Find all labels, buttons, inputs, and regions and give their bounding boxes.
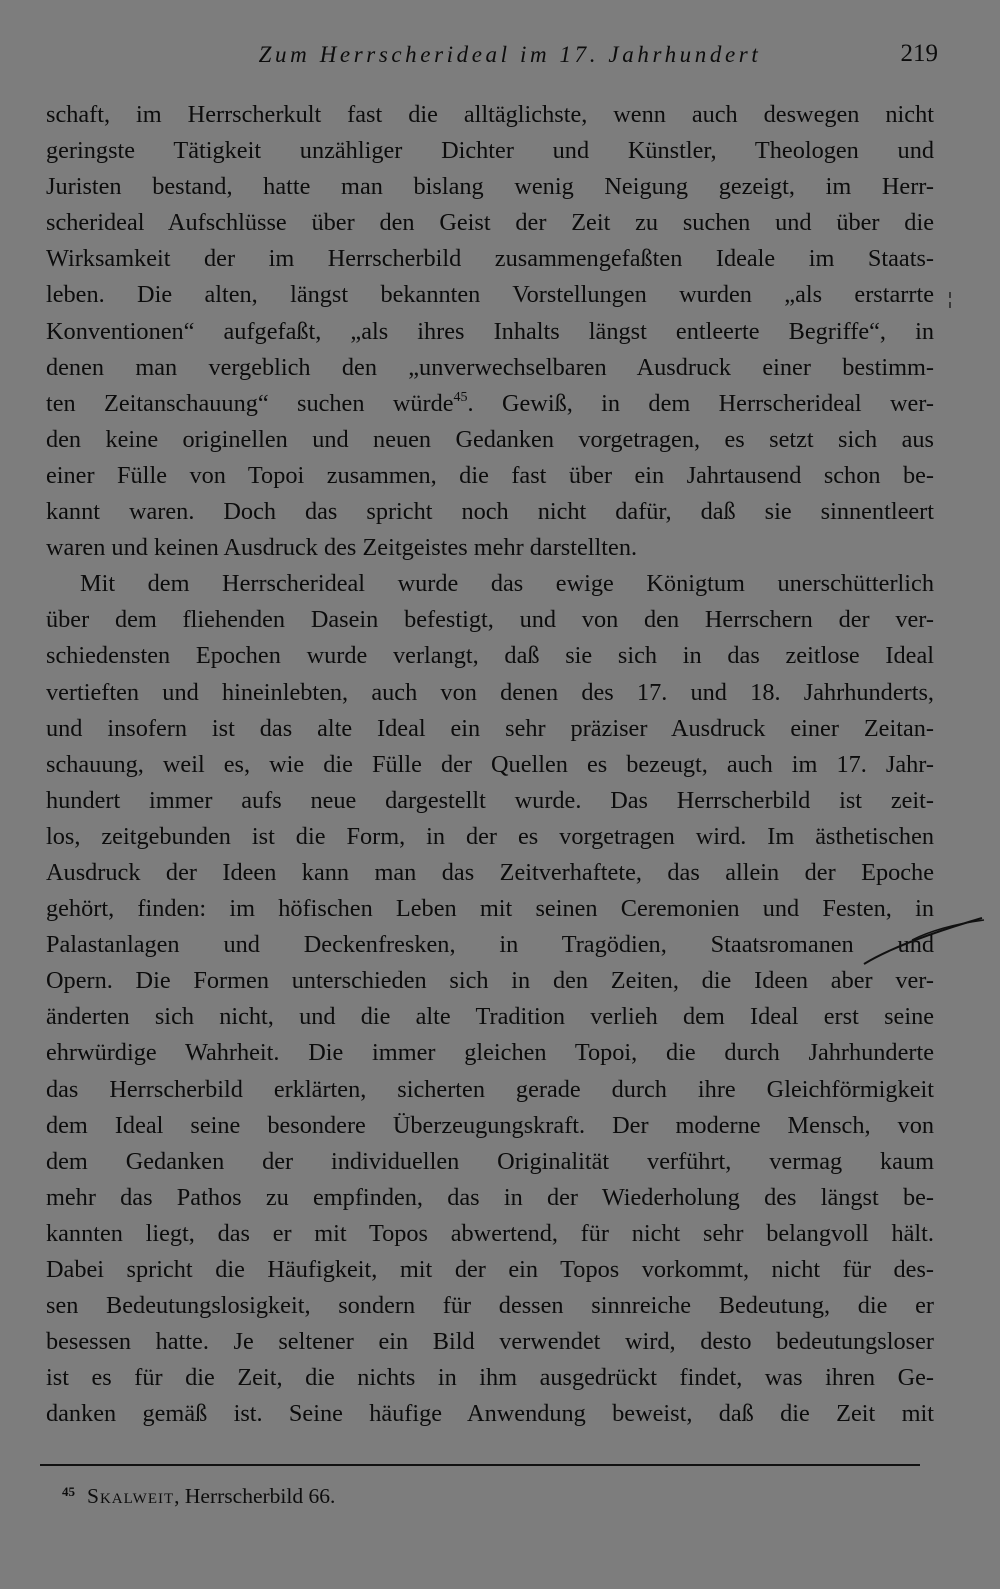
text-line: besessen hatte. Je seltener ein Bild verwendet wird, desto bedeutungsloser: [46, 1328, 934, 1356]
text-line: Dabei spricht die Häufigkeit, mit der ein Topos vorkommt, nicht für des-: [46, 1256, 934, 1283]
paragraph-start-line: Mit dem Herrscherideal wurde das ewige Königtum unerschütterlich: [80, 570, 934, 598]
text-line: danken gemäß ist. Seine häufige Anwendung beweist, daß die Zeit mit: [46, 1400, 934, 1428]
text-line: einer Fülle von Topoi zusammen, die fast über ein Jahrtausend schon be-: [46, 461, 934, 489]
text-line: vertieften und hineinlebten, auch von denen des 17. und 18. Jahrhunderts,: [46, 678, 934, 706]
text-line: Palastanlagen und Deckenfresken, in Tragödien, Staatsromanen und: [46, 931, 934, 959]
text-line: kannten liegt, das er mit Topos abwertend, für nicht sehr belangvoll hält.: [46, 1219, 934, 1247]
text-line: mehr das Pathos zu empfinden, das in der Wiederholung des längst be-: [46, 1183, 934, 1211]
text-line: Ausdruck der Ideen kann man das Zeitverhaftete, das allein der Epoche: [46, 858, 934, 886]
text-line: schauung, weil es, wie die Fülle der Quellen es bezeugt, auch im 17. Jahr-: [46, 750, 934, 778]
handwritten-pen-stroke: [860, 914, 990, 974]
text-line: dem Gedanken der individuellen Originalität verführt, vermag kaum: [46, 1147, 934, 1175]
text-line: Konventionen“ aufgefaßt, „als ihres Inhalts längst entleerte Begriffe“, in: [46, 317, 934, 345]
body-text: [46, 97, 934, 1432]
footnote-reference: 45: [453, 389, 468, 405]
text-line: kannt waren. Doch das spricht noch nicht dafür, daß sie sinnentleert: [46, 498, 934, 526]
text-line: das Herrscherbild erklärten, sicherten gerade durch ihre Gleichförmigkeit: [46, 1075, 934, 1103]
page-number: 219: [900, 40, 938, 67]
text-line: und insofern ist das alte Ideal ein sehr präziser Ausdruck einer Zeitan-: [46, 714, 934, 742]
footnote-author: Skalweit: [87, 1484, 175, 1508]
text-line: sen Bedeutungslosigkeit, sondern für dessen sinnreiche Bedeutung, die er: [46, 1292, 934, 1320]
text-line: denen man vergeblich den „unverwechselbaren Ausdruck einer bestimm-: [46, 353, 934, 381]
margin-tick-mark: [948, 292, 952, 308]
text-line: waren und keinen Ausdruck des Zeitgeistes mehr darstellten.: [46, 534, 638, 562]
text-line: den keine originellen und neuen Gedanken vorgetragen, es setzt sich aus: [46, 425, 934, 453]
text-line: los, zeitgebunden ist die Form, in der es vorgetragen wird. Im ästhetischen: [46, 822, 934, 850]
text-line: scherideal Aufschlüsse über den Geist der Zeit zu suchen und über die: [46, 209, 934, 237]
text-line: über dem fliehenden Dasein befestigt, und von den Herrschern der ver-: [46, 606, 934, 634]
footnote-rule: [40, 1464, 920, 1466]
text-line: Wirksamkeit der im Herrscherbild zusammengefaßten Ideale im Staats-: [46, 245, 934, 273]
text-line: änderten sich nicht, und die alte Tradition verlieh dem Ideal erst seine: [46, 1003, 934, 1031]
running-head: [40, 40, 940, 80]
text-line: dem Ideal seine besondere Überzeugungskraft. Der moderne Mensch, von: [46, 1111, 934, 1139]
running-title: Zum Herrscherideal im 17. Jahrhundert: [258, 42, 762, 67]
text-line: leben. Die alten, längst bekannten Vorstellungen wurden „als erstarrte: [46, 281, 934, 309]
text-line: ist es für die Zeit, die nichts in ihm ausgedrückt findet, was ihren Ge-: [46, 1364, 934, 1392]
text-line: schiedensten Epochen wurde verlangt, daß sie sich in das zeitlose Ideal: [46, 642, 934, 670]
footnote-text: , Herrscherbild 66.: [174, 1484, 336, 1508]
footnote: [62, 1484, 335, 1509]
text-fragment: . Gewiß, in dem Herrscherideal wer-: [467, 389, 934, 417]
text-line: ehrwürdige Wahrheit. Die immer gleichen Topoi, die durch Jahrhunderte: [46, 1039, 934, 1067]
text-line: gehört, finden: im höfischen Leben mit seinen Ceremonien und Festen, in: [46, 895, 934, 923]
text-line: Opern. Die Formen unterschieden sich in den Zeiten, die Ideen aber ver-: [46, 967, 934, 995]
text-line: schaft, im Herrscherkult fast die alltäglichste, wenn auch deswegen nicht: [46, 101, 934, 128]
text-line: Juristen bestand, hatte man bislang wenig Neigung gezeigt, im Herr-: [46, 173, 934, 201]
footnote-marker: 45: [62, 1484, 75, 1499]
text-line: hundert immer aufs neue dargestellt wurde. Das Herrscherbild ist zeit-: [46, 786, 934, 814]
text-line-with-note: [46, 386, 934, 422]
text-line: geringste Tätigkeit unzähliger Dichter und Künstler, Theologen und: [46, 137, 934, 165]
text-fragment: ten Zeitanschauung“ suchen würde: [46, 389, 454, 417]
